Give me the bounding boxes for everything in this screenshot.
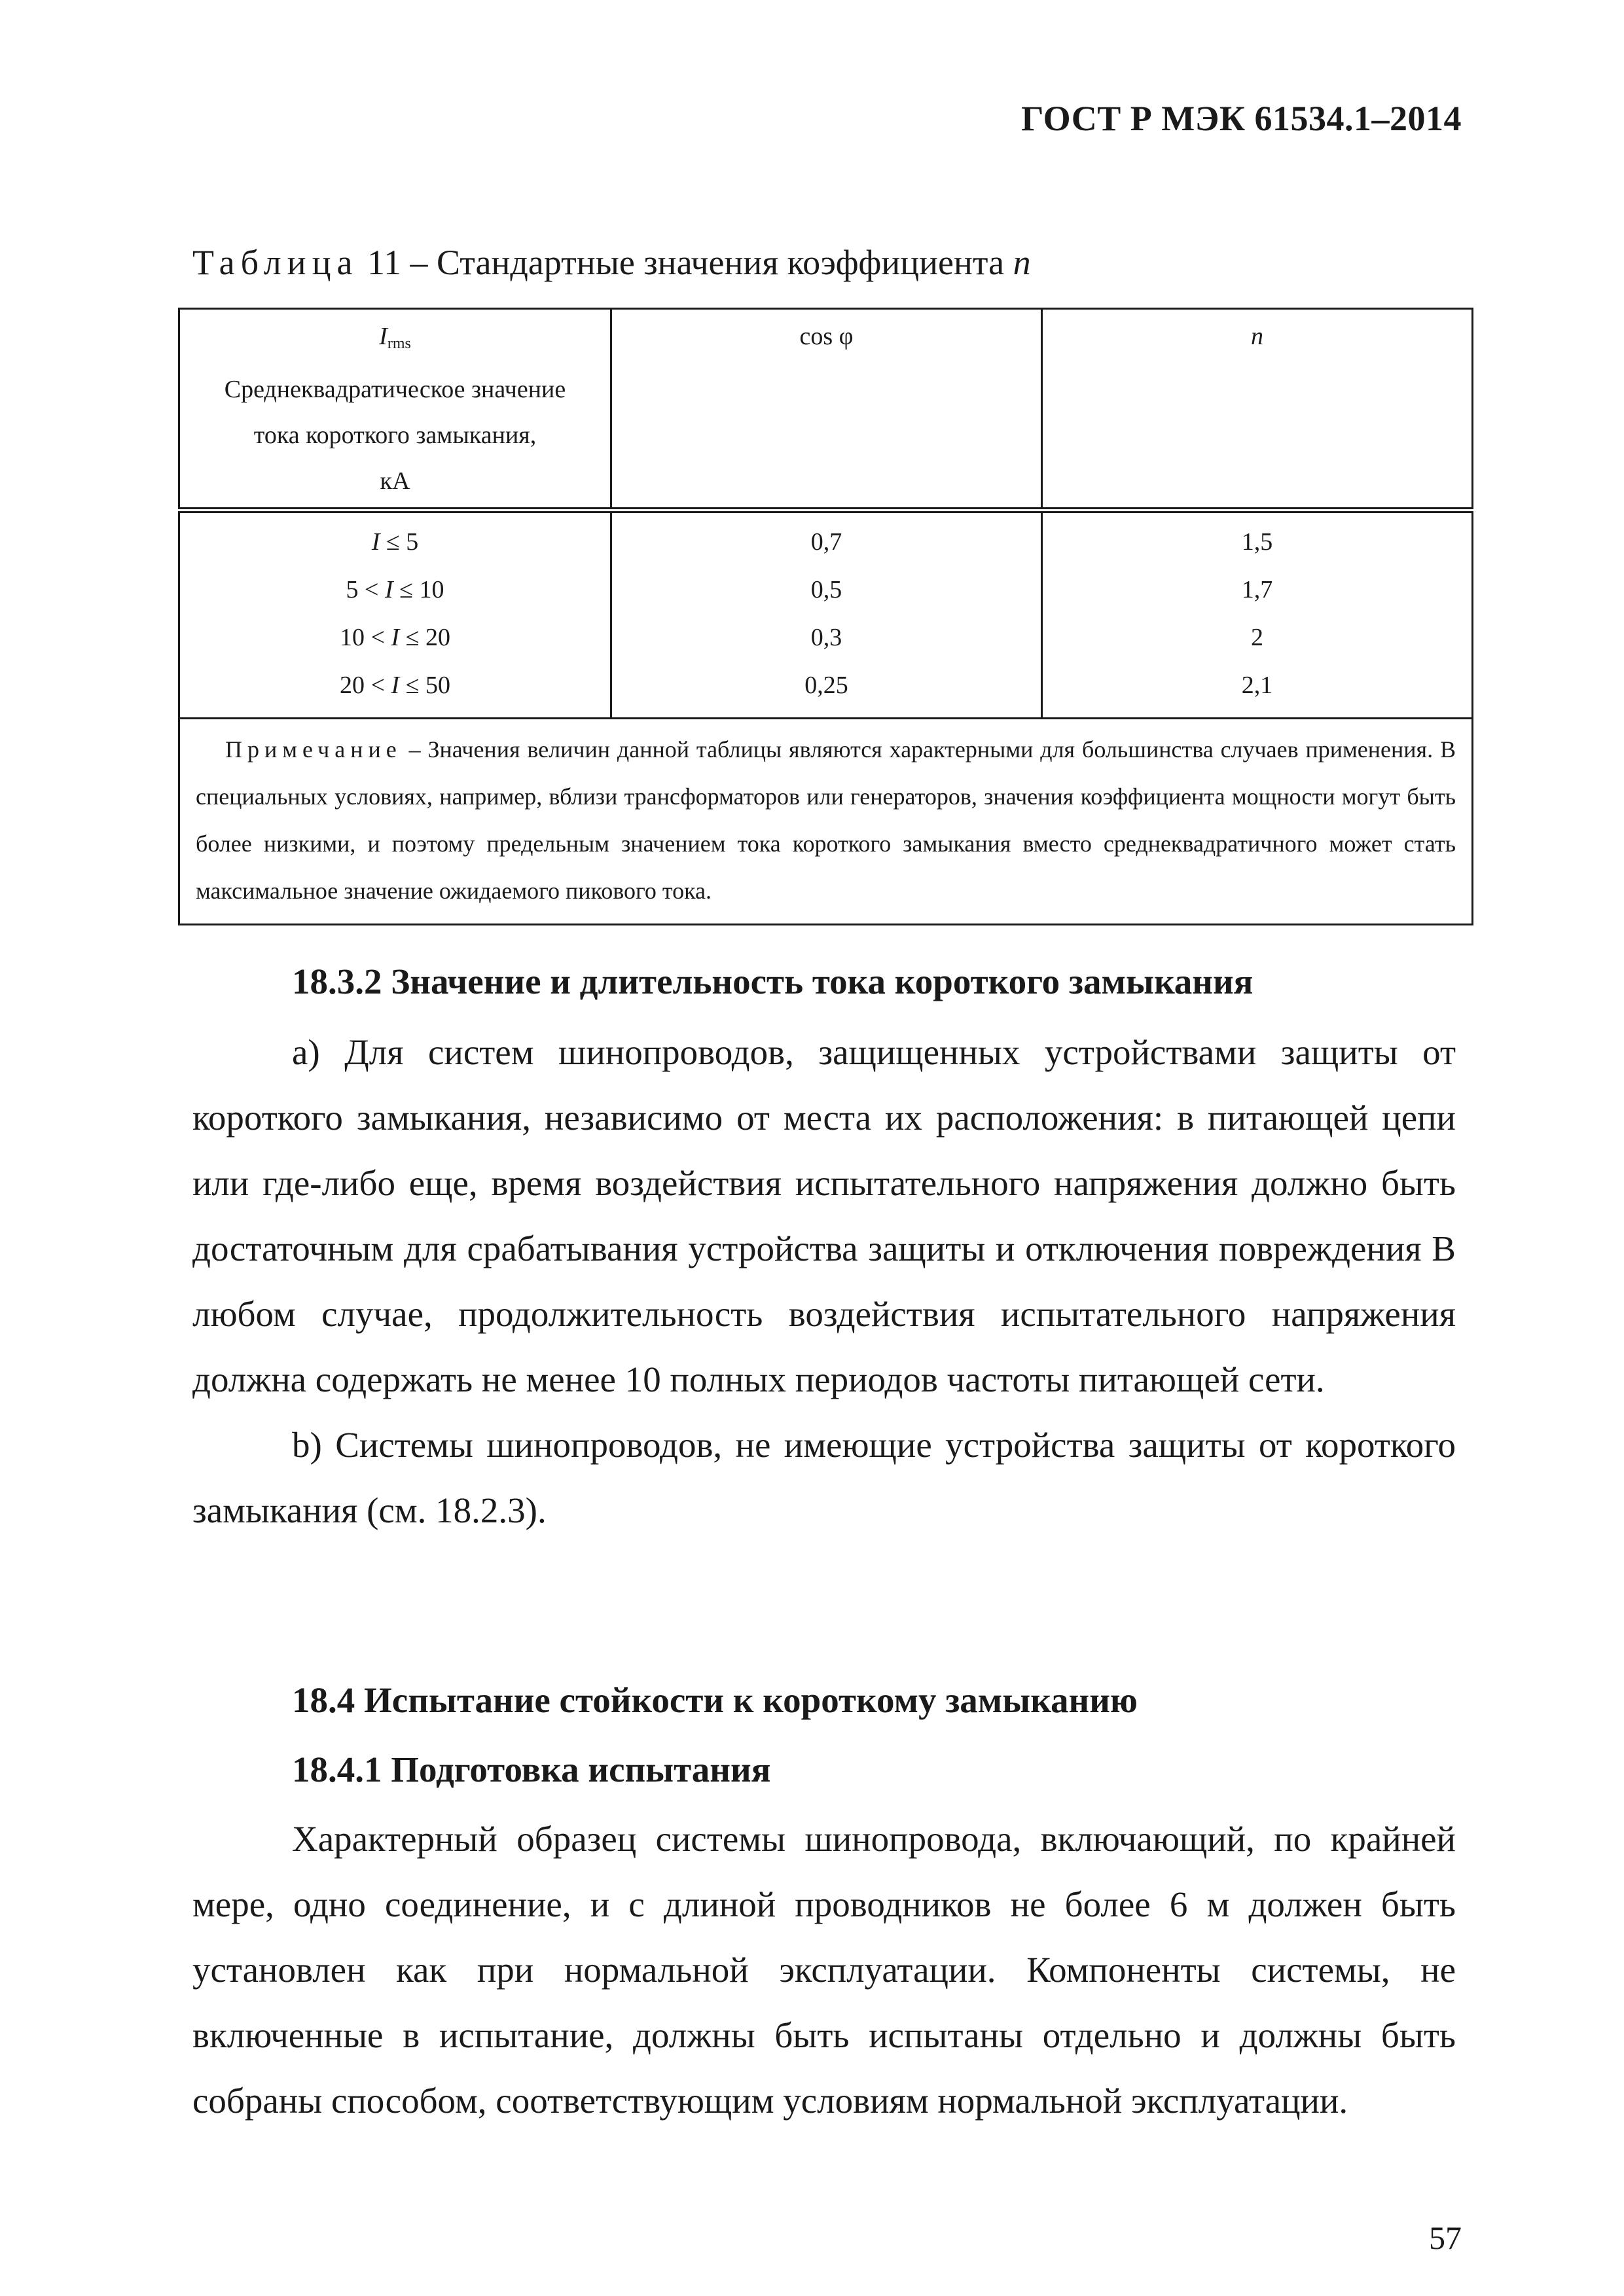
- table-data-row: [179, 511, 1473, 719]
- n-value: 1,5: [1241, 528, 1273, 556]
- n-value: 1,7: [1241, 576, 1273, 603]
- paragraph-a: a) Для систем шинопроводов, защищенных устройствами защиты от короткого замыкания, независимо от места их расположения: в питающей цепи или где-либо еще, время воздействия испытательного напряжения должно быть достаточным для срабатывания устройства защиты и отключения повреждения В любом случае, продолжительность воздействия испытательного напряжения должна содержать не менее 10 полных периодов частоты питающей сети.: [192, 1032, 1456, 1399]
- section-heading-18-3-2: 18.3.2 Значение и длительность тока короткого замыкания: [292, 961, 1254, 1001]
- current-range: I ≤ 5: [371, 528, 419, 556]
- table-caption-label: Таблица: [192, 243, 359, 282]
- header-current-line1: Среднеквадратическое значение: [224, 376, 566, 403]
- header-n: n: [1042, 309, 1473, 511]
- n-value: 2,1: [1241, 672, 1273, 699]
- current-range: 10 < I ≤ 20: [340, 624, 450, 651]
- header-current-unit: кА: [380, 467, 410, 495]
- coefficient-table: [178, 308, 1473, 925]
- header-current: [179, 309, 611, 511]
- document-header: ГОСТ Р МЭК 61534.1–2014: [1021, 99, 1462, 138]
- table-caption: [192, 242, 1031, 283]
- table-caption-text: 11 – Стандартные значения коэффициента: [358, 243, 1013, 282]
- n-value: 2: [1251, 624, 1263, 651]
- paragraph-preparation: Характерный образец системы шинопровода, включающий, по крайней мере, одно соединение, и с длиной проводников не более 6 м должен быть установлен как при нормальной эксплуатации. Компоненты системы, не включенные в испытание, должны быть испытаны отдельно и должны быть собраны способом, соответствующим условиям нормальной эксплуатации.: [192, 1819, 1456, 2121]
- table-note-row: [179, 719, 1473, 925]
- section-18-3-2-body: [192, 1020, 1456, 1543]
- cos-phi-value: 0,5: [810, 576, 842, 603]
- table-caption-variable: n: [1013, 243, 1031, 282]
- cos-phi-value: 0,3: [810, 624, 842, 651]
- current-range-column: [179, 511, 611, 719]
- table-note: [179, 719, 1473, 925]
- header-current-line2: тока короткого замыкания,: [253, 422, 537, 449]
- paragraph-b: b) Системы шинопроводов, не имеющие устройства защиты от короткого замыкания (см. 18.2.3).: [192, 1425, 1456, 1530]
- cos-phi-column: [611, 511, 1042, 719]
- header-cos-phi: cos φ: [611, 309, 1042, 511]
- current-range: 5 < I ≤ 10: [346, 576, 444, 603]
- section-heading-18-4: 18.4 Испытание стойкости к короткому замыканию: [292, 1680, 1138, 1720]
- header-current-symbol: $I_{rms}$: [379, 323, 411, 352]
- cos-phi-value: 0,7: [810, 528, 842, 556]
- cos-phi-value: 0,25: [804, 672, 848, 699]
- table-header-row: [179, 309, 1473, 511]
- current-range: 20 < I ≤ 50: [340, 672, 450, 699]
- section-18-4-1-body: [192, 1806, 1456, 2134]
- note-label: Примечание: [225, 736, 402, 762]
- page-number: 57: [1429, 2219, 1462, 2256]
- note-text: – Значения величин данной таблицы являются характерными для большинства случаев применения. В специальных условиях, например, вблизи трансформаторов или генераторов, значения коэффициента мощности могут быть более низкими, и поэтому предельным значением тока короткого замыкания вместо среднеквадратичного может стать максимальное значение ожидаемого пикового тока.: [196, 736, 1456, 904]
- n-column: [1042, 511, 1473, 719]
- section-heading-18-4-1: 18.4.1 Подготовка испытания: [292, 1749, 771, 1789]
